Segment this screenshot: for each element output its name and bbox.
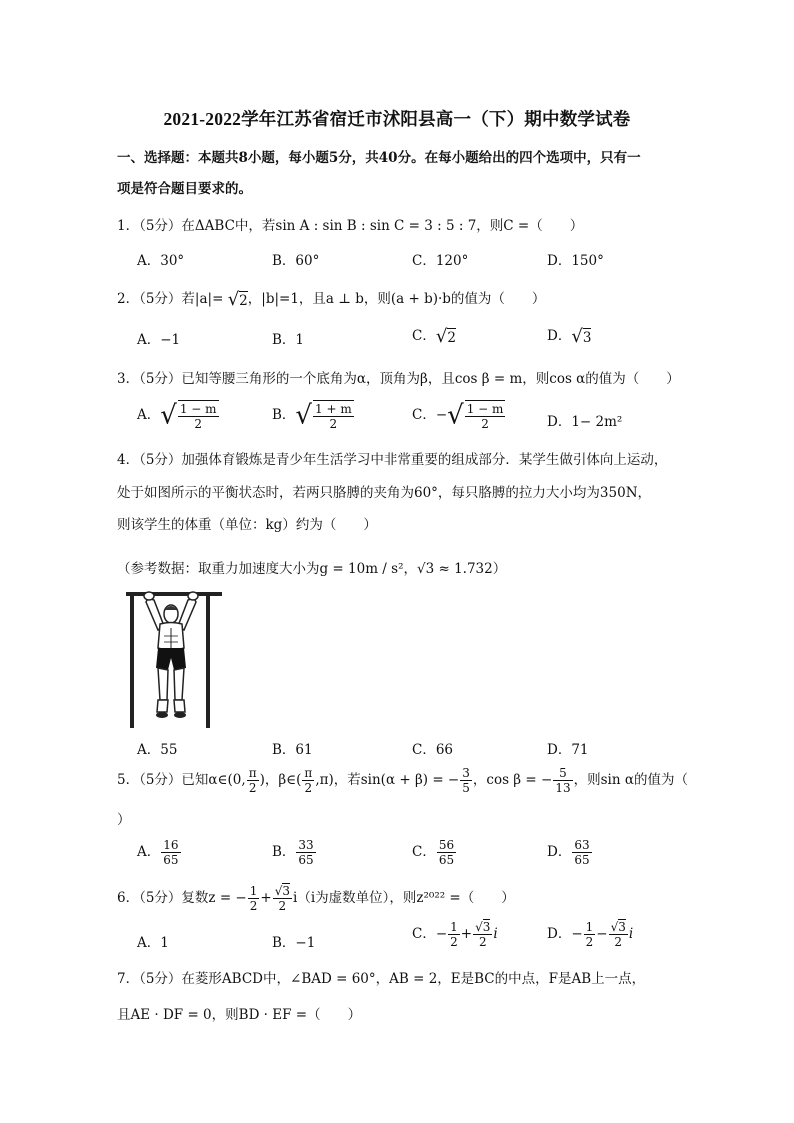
- q5-option-b[interactable]: B． $\frac{33}{65}$: [272, 838, 314, 867]
- exam-title: 2021-2022学年江苏省宿迁市沭阳县高一（下）期中数学试卷: [163, 109, 631, 129]
- q1-option-c[interactable]: C．120°: [412, 253, 469, 269]
- question-3-stem: 3．（5分）已知等腰三角形的一个底角为α，顶角为β，且cos β = m，则cos α的值为（ ）: [117, 371, 680, 387]
- section-heading-cont: 项是符合题目要求的。: [117, 181, 252, 197]
- q2-option-a[interactable]: A．−1: [137, 332, 181, 348]
- q4-option-c[interactable]: C．66: [412, 742, 454, 758]
- q5-option-a[interactable]: A． $\frac{16}{65}$: [137, 838, 179, 867]
- q6-option-d[interactable]: D．− $\frac{1}{2}$ − $\frac{√3}{2}$ i: [547, 920, 634, 949]
- question-4-line2: 处于如图所示的平衡状态时，若两只胳膊的夹角为60°，每只胳膊的拉力大小均为350N，: [117, 485, 652, 501]
- q6-option-a[interactable]: A．1: [137, 935, 169, 951]
- q3-option-a[interactable]: A．√ $\frac{1 - m}{2}$: [137, 400, 217, 431]
- question-4-line1: 4．（5分）加强体育锻炼是青少年生活学习中非常重要的组成部分．某学生做引体向上运动，: [117, 452, 668, 468]
- question-7-line1: 7．（5分）在菱形ABCD中，∠BAD = 60°，AB = 2，E是BC的中点，F是AB上一点，: [117, 971, 646, 987]
- q6-option-c[interactable]: C．− $\frac{1}{2}$ + $\frac{√3}{2}$ i: [412, 920, 498, 949]
- section-heading: 一、选择题：本题共8小题，每小题5分，共40分。在每小题给出的四个选项中，只有一: [117, 150, 641, 166]
- q4-option-b[interactable]: B．61: [272, 742, 313, 758]
- pull-up-figure: [124, 588, 224, 730]
- question-5-stem-cont: ）: [117, 812, 131, 828]
- q4-option-d[interactable]: D．71: [547, 742, 589, 758]
- sqrt-2: √2: [227, 289, 248, 310]
- q3-option-b[interactable]: B．√ $\frac{1 + m}{2}$: [272, 400, 352, 431]
- question-4-line3: 则该学生的体重（单位：kg）约为（ ）: [117, 517, 377, 533]
- q2-option-c[interactable]: C．√2: [412, 326, 456, 347]
- q5-option-d[interactable]: D． $\frac{63}{65}$: [547, 838, 590, 867]
- q6-option-b[interactable]: B．−1: [272, 935, 316, 951]
- q1-option-a[interactable]: A．30°: [137, 253, 185, 269]
- q3-option-c[interactable]: C．−√ $\frac{1 - m}{2}$: [412, 400, 504, 431]
- question-1-stem: 1．（5分）在ΔABC中，若sin A : sin B : sin C = 3 : 5 : 7，则C =（ ）: [117, 218, 584, 234]
- q3-option-d[interactable]: D．1− 2m²: [547, 414, 623, 430]
- q2-stem-part2: ，|b|=1，且a ⊥ b，则(a + b)·b的值为（ ）: [247, 291, 546, 307]
- q1-option-d[interactable]: D．150°: [547, 253, 604, 269]
- q1-option-b[interactable]: B．60°: [272, 253, 320, 269]
- q2-option-b[interactable]: B．1: [272, 332, 305, 348]
- question-4-reference: （参考数据：取重力加速度大小为g = 10m / s²，√3 ≈ 1.732）: [117, 561, 507, 577]
- question-6-stem: 6．（5分）复数z = − $\frac{1}{2}$ + $\frac{√3}{2}$ i（i为虚数单位），则z²⁰²² =（ ）: [117, 884, 515, 913]
- q5-option-c[interactable]: C． $\frac{56}{65}$: [412, 838, 455, 867]
- q2-option-d[interactable]: D．√3: [547, 326, 592, 347]
- q4-option-a[interactable]: A．55: [137, 742, 178, 758]
- question-7-line2: 且AE · DF = 0，则BD · EF =（ ）: [117, 1007, 362, 1023]
- question-2-stem: [117, 287, 545, 310]
- q2-stem-part1: 2．（5分）若|a|=: [117, 291, 228, 307]
- question-5-stem: 5．（5分）已知α∈(0, $\frac{\pi}{2}$ )，β∈( $\frac{\pi}{2}$ ,π)，若sin(α + β) = − $\frac{3}{5}$ ，cos β = − $\frac{5}{13}$ ，则sin α的值为（: [117, 766, 688, 795]
